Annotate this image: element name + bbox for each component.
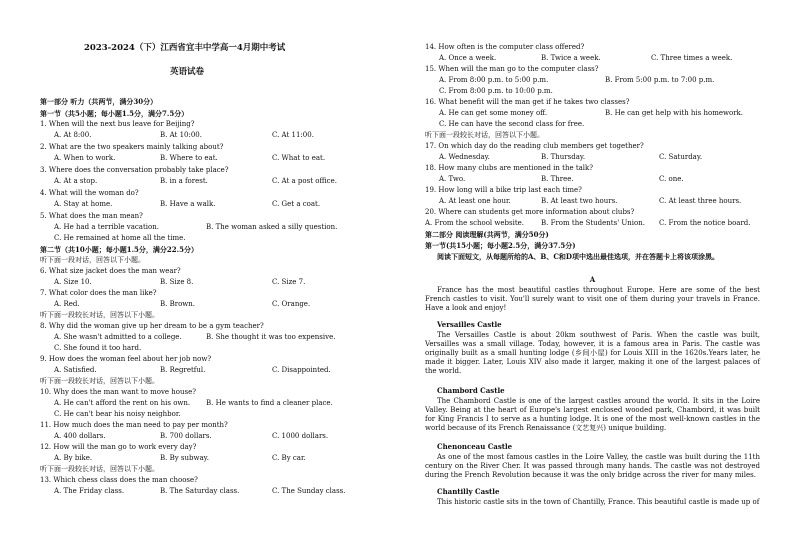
castle-paragraph: As one of the most famous castles in the Loire Valley, the castle was built during the 11th century on the River Cher. It was passed through many hands. The castle was not destroyed during the French Revolution because it was the only bridge across the river for many miles. [425,453,760,479]
option-c: C. Size 7. [272,278,306,286]
option-a: A. Satisfied. [54,366,97,374]
option-c: C. Orange. [272,300,311,308]
option-c: C. Disappointed. [272,366,331,374]
question-stem: 10. Why does the man want to move house? [40,388,196,396]
listen-instruction: 听下面一段较长对话，回答以下小题。 [40,465,159,473]
question-stem: 2. What are the two speakers mainly talking about? [40,143,224,151]
option-a: A. From the school website. [425,219,525,227]
question-stem: 14. How often is the computer class offered? [425,43,585,51]
question-stem: 18. How many clubs are mentioned in the talk? [425,164,594,172]
listen-instruction: 听下面一段较长对话，回答以下小题。 [425,131,544,139]
option-c: C. one. [659,175,684,183]
option-b: B. Regretful. [160,366,206,374]
passage-intro: France has the most beautiful castles throughout Europe. Here are some of the best French castles to visit. You'll surely want to visit one of them during your travels in France. Have a look and enjoy! [425,286,760,312]
listen-instruction: 听下面一段对话，回答以下小题。 [40,256,145,264]
castle-paragraph: The Chambord Castle is one of the largest castles around the world. It sits in the Loire Valley. Being at the heart of Europe's largest enclosed wooded park, Chambord, it was built for King Francis I to serve as a hunting lodge. It is one of the most well-known castles in the world because of its French Renaissance (文艺复兴) unique building. [425,397,760,432]
option-b: B. From 5:00 p.m. to 7:00 p.m. [605,76,715,84]
option-b: B. in a forest. [160,177,208,185]
option-b: B. Twice a week. [541,54,601,62]
option-c: C. At 11:00. [272,131,314,139]
question-stem: 7. What color does the man like? [40,289,157,297]
option-b: B. Size 8. [160,278,194,286]
option-a: A. At a stop. [54,177,98,185]
option-b: B. She thought it was too expensive. [206,333,336,341]
option-b: B. Three. [541,175,574,183]
question-stem: 5. What does the man mean? [40,212,143,220]
option-c: C. He can't bear his noisy neighbor. [54,410,181,418]
option-a: A. He had a terrible vacation. [54,223,159,231]
question-stem: 9. How does the woman feel about her job now? [40,355,212,363]
part1-section1: 第一节（共5小题；每小题1.5分，满分7.5分） [40,109,189,118]
castle-heading: Chenonceau Castle [437,442,513,451]
castle-heading: Versailles Castle [437,320,502,329]
listen-instruction: 听下面一段较长对话，回答以下小题。 [40,377,159,385]
option-a: A. Two. [439,175,466,183]
option-a: A. He can't afford the rent on his own. [54,399,191,407]
option-c: C. 1000 dollars. [272,432,329,440]
question-stem: 8. Why did the woman give up her dream to be a gym teacher? [40,322,264,330]
option-a: A. By bike. [54,454,93,462]
option-a: A. At least one hour. [439,197,511,205]
question-stem: 19. How long will a bike trip last each time? [425,186,582,194]
question-stem: 17. On which day do the reading club members get together? [425,142,644,150]
option-c: C. She found it too hard. [54,344,142,352]
option-b: B. From the Students' Union. [541,219,645,227]
option-b: B. The woman asked a silly question. [206,223,338,231]
option-c: C. At a post office. [272,177,337,185]
option-a: A. Stay at home. [54,200,113,208]
option-a: A. She wasn't admitted to a college. [54,333,182,341]
question-stem: 12. How will the man go to work every day? [40,443,197,451]
passage-letter: A [589,275,596,284]
option-a: A. Red. [54,300,80,308]
option-c: C. Saturday. [659,153,703,161]
option-c: C. What to eat. [272,154,326,162]
option-c: C. At least three hours. [659,197,742,205]
option-b: B. He wants to find a cleaner place. [206,399,333,407]
question-stem: 16. What benefit will the man get if he takes two classes? [425,98,630,106]
option-a: A. The Friday class. [54,487,125,495]
part2-heading: 第二部分 阅读理解(共两节，满分50分) [425,230,549,239]
option-a: A. He can get some money off. [439,109,548,117]
option-b: B. 700 dollars. [160,432,212,440]
question-stem: 20. Where can students get more information about clubs? [425,208,635,216]
option-b: B. Have a walk. [160,200,216,208]
option-b: B. Thursday. [541,153,586,161]
question-stem: 13. Which chess class does the man choose? [40,476,198,484]
part2-section1: 第一节(共15小题；每小题2.5分，满分37.5分) [425,241,576,250]
option-b: B. At least two hours. [541,197,618,205]
option-c: C. From the notice board. [659,219,751,227]
option-a: A. From 8:00 p.m. to 5:00 p.m. [439,76,549,84]
option-c: C. Three times a week. [651,54,733,62]
castle-paragraph: The Versailles Castle is about 20km southwest of Paris. When the castle was built, Versailles was a small village. Today, however, it is a famous area in Paris. The castle was originally built as a small hunting lodge (乡间小屋) for Louis XIII in the 1620s.Years later, he made it bigger. Later, Louis XIV also made it larger, making it one of the largest palaces of the world. [425,331,760,375]
option-b: B. He can get help with his homework. [605,109,744,117]
option-c: C. The Sunday class. [272,487,346,495]
option-c: C. Get a coat. [272,200,321,208]
reading-instruction: 阅读下面短文，从每题所给的A、B、C和D项中选出最佳选项，并在答题卡上将该项涂黑。 [437,252,719,261]
castle-heading: Chambord Castle [437,386,505,395]
question-stem: 6. What size jacket does the man wear? [40,267,181,275]
option-c: C. By car. [272,454,306,462]
question-stem: 15. When will the man go to the computer class? [425,65,599,73]
option-b: B. Where to eat. [160,154,218,162]
option-a: A. When to work. [54,154,116,162]
option-c: C. He remained at home all the time. [54,234,186,242]
part1-section2: 第二节（共10小题；每小题1.5分，满分22.5分） [40,245,198,254]
option-a: A. Once a week. [439,54,497,62]
question-stem: 4. What will the woman do? [40,189,139,197]
exam-subtitle: 英语试卷 [170,67,205,77]
option-c: C. He can have the second class for free. [439,120,585,128]
question-stem: 1. When will the next bus leave for Beijing? [40,120,195,128]
option-a: A. 400 dollars. [54,432,106,440]
option-b: B. Brown. [160,300,196,308]
question-stem: 3. Where does the conversation probably take place? [40,166,229,174]
option-b: B. At 10:00. [160,131,202,139]
question-stem: 11. How much does the man need to pay per month? [40,421,228,429]
listen-instruction: 听下面一段较长对话，回答以下小题。 [40,311,159,319]
castle-paragraph: This historic castle sits in the town of Chantilly, France. This beautiful castle is made up of [437,498,760,506]
castle-heading: Chantilly Castle [437,487,500,496]
part1-heading: 第一部分 听力（共两节，满分30分） [40,97,158,106]
option-b: B. By subway. [160,454,209,462]
option-a: A. Size 10. [54,278,92,286]
option-a: A. Wednesday. [439,153,490,161]
option-a: A. At 8:00. [54,131,92,139]
option-c: C. From 8:00 p.m. to 10:00 p.m. [439,87,553,95]
option-b: B. The Saturday class. [160,487,240,495]
exam-title: 2023-2024（下）江西省宜丰中学高一4月期中考试 [84,43,286,53]
